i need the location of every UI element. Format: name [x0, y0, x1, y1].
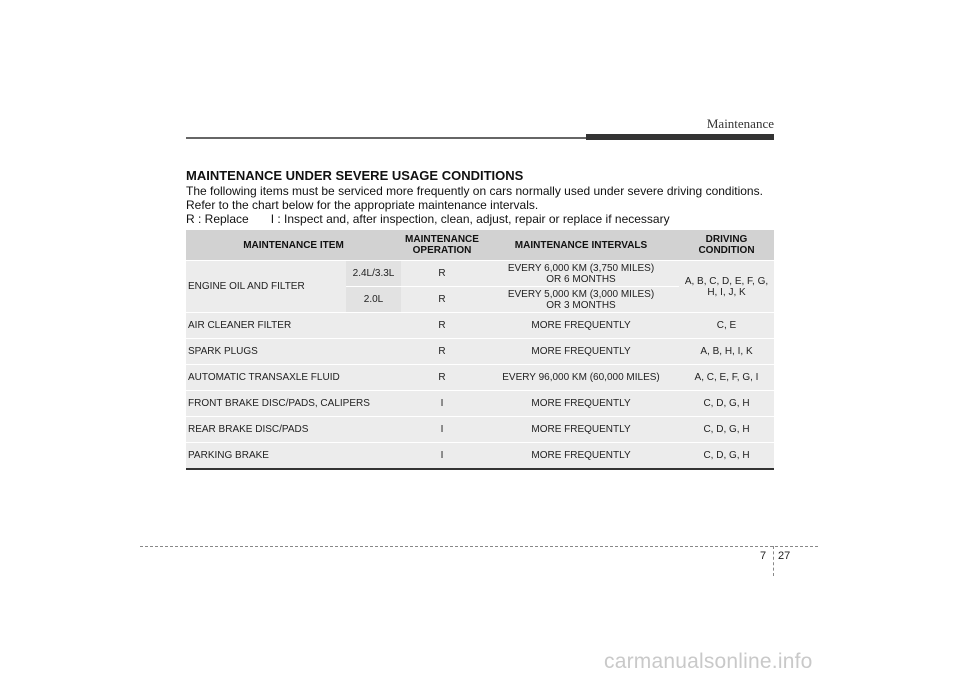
table-row [186, 339, 774, 365]
engine-variant: 2.4L/3.3L [346, 261, 401, 287]
interval-cell: MORE FREQUENTLY [483, 443, 679, 470]
section-title: Maintenance [706, 116, 774, 131]
table-row [186, 443, 774, 470]
operation-cell: R [401, 261, 483, 287]
header-item: MAINTENANCE ITEM [186, 230, 401, 261]
interval-line2: OR 6 MONTHS [546, 273, 616, 285]
table-row [186, 391, 774, 417]
item-cell: SPARK PLUGS [186, 339, 401, 365]
item-cell: REAR BRAKE DISC/PADS [186, 417, 401, 443]
table-row [186, 261, 774, 287]
maintenance-table [186, 230, 774, 470]
legend [186, 212, 670, 226]
engine-oil-item: ENGINE OIL AND FILTER [186, 261, 346, 313]
interval-cell: MORE FREQUENTLY [483, 339, 679, 365]
table-row [186, 365, 774, 391]
condition-cell: C, D, G, H [679, 417, 774, 443]
operation-cell: R [401, 339, 483, 365]
table-row [186, 417, 774, 443]
engine-variant: 2.0L [346, 287, 401, 313]
legend-replace: R : Replace [186, 212, 249, 226]
operation-cell: R [401, 365, 483, 391]
operation-cell: I [401, 443, 483, 470]
item-cell: PARKING BRAKE [186, 443, 401, 470]
condition-cell: A, B, H, I, K [679, 339, 774, 365]
interval-cell: MORE FREQUENTLY [483, 417, 679, 443]
item-cell: AIR CLEANER FILTER [186, 313, 401, 339]
operation-cell: I [401, 391, 483, 417]
engine-oil-condition: A, B, C, D, E, F, G, H, I, J, K [679, 261, 774, 313]
header-rule [186, 137, 586, 139]
interval-cell [483, 261, 679, 287]
condition-cell: A, C, E, F, G, I [679, 365, 774, 391]
header-operation: MAINTENANCE OPERATION [401, 230, 483, 261]
item-cell: FRONT BRAKE DISC/PADS, CALIPERS [186, 391, 401, 417]
watermark: carmanualsonline.info [604, 650, 813, 673]
intro-paragraph: The following items must be serviced more frequently on cars normally used under severe driving conditions. Refer to the chart below for the appropriate maintenance intervals. [186, 184, 763, 212]
footer-divider [140, 546, 818, 547]
page-heading: MAINTENANCE UNDER SEVERE USAGE CONDITIONS [186, 168, 524, 183]
chapter-number: 7 [760, 550, 767, 562]
table-row [186, 313, 774, 339]
footer-page-divider [773, 546, 774, 576]
header-intervals: MAINTENANCE INTERVALS [483, 230, 679, 261]
legend-inspect: I : Inspect and, after inspection, clean, adjust, repair or replace if necessary [270, 212, 670, 226]
condition-cell: C, E [679, 313, 774, 339]
operation-cell: R [401, 313, 483, 339]
condition-cell: C, D, G, H [679, 443, 774, 470]
interval-cell [483, 287, 679, 313]
table-header-row [186, 230, 774, 261]
interval-cell: MORE FREQUENTLY [483, 313, 679, 339]
interval-line1: EVERY 5,000 KM (3,000 MILES) [507, 288, 655, 300]
condition-cell: C, D, G, H [679, 391, 774, 417]
interval-line2: OR 3 MONTHS [546, 299, 616, 311]
operation-cell: I [401, 417, 483, 443]
interval-line1: EVERY 6,000 KM (3,750 MILES) [507, 262, 655, 274]
item-cell: AUTOMATIC TRANSAXLE FLUID [186, 365, 401, 391]
header-rule-accent [586, 134, 774, 140]
operation-cell: R [401, 287, 483, 313]
header-condition: DRIVING CONDITION [679, 230, 774, 261]
page-number: 27 [778, 550, 791, 562]
interval-cell: EVERY 96,000 KM (60,000 MILES) [483, 365, 679, 391]
interval-cell: MORE FREQUENTLY [483, 391, 679, 417]
